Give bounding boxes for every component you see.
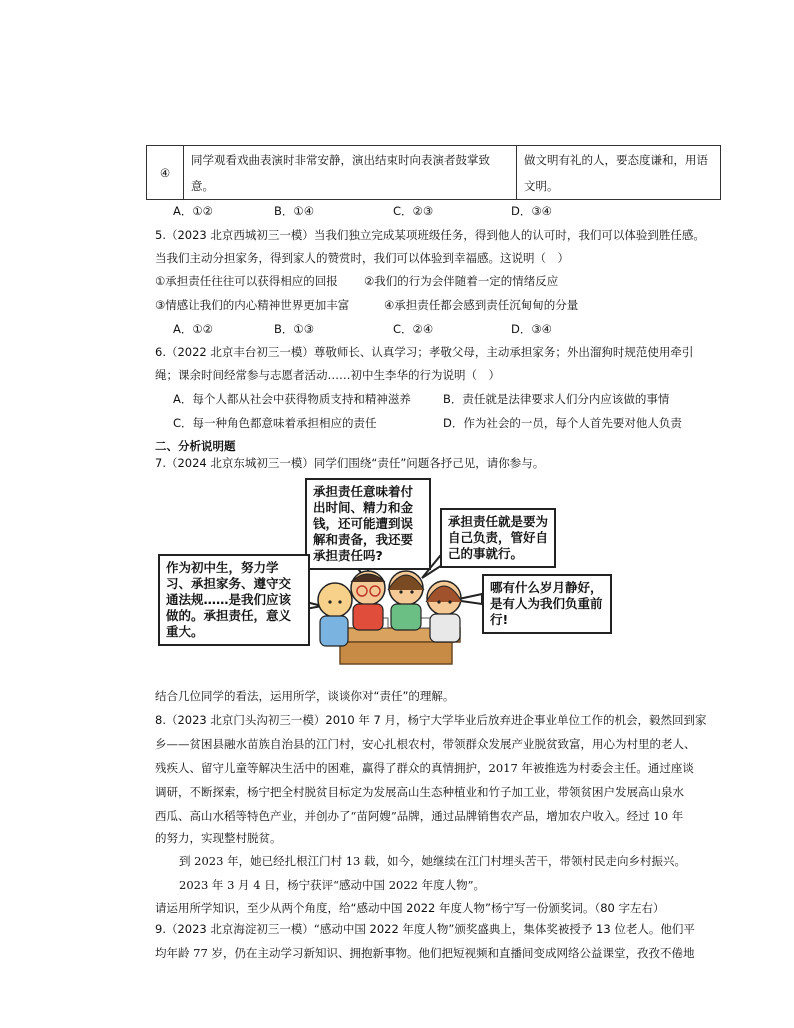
option-c: C．②④ xyxy=(393,322,434,336)
question-8-prompt: 请运用所学知识，至少从两个角度，给“感动中国 2022 年度人物”杨宁写一份颁奖词。（80 字左右） xyxy=(155,901,665,915)
speech-bubble-right-bottom: 哪有什么岁月静好，是有人为我们负重前行! xyxy=(482,574,612,634)
statement-1: ①承担责任往往可以获得相应的回报 xyxy=(155,274,338,288)
statement-4: ④承担责任都会感到责任沉甸甸的分量 xyxy=(384,298,579,312)
option-a: A．每个人都从社会中获得物质支持和精神滋养 xyxy=(173,392,411,406)
table-cell-line: 做文明有礼的人，要态度谦和，用语 xyxy=(524,152,708,167)
question-8-line: 2023 年 3 月 4 日，杨宁获评“感动中国 2022 年度人物”。 xyxy=(179,878,486,892)
option-a: A．①② xyxy=(173,204,213,218)
option-a: A．①② xyxy=(173,322,213,336)
option-d: D．③④ xyxy=(511,204,552,218)
discussion-illustration xyxy=(150,478,610,678)
option-c: C．②③ xyxy=(393,204,434,218)
question-8-line: 的努力，实现整村脱贫。 xyxy=(155,831,282,845)
option-c: C．每一种角色都意味着承担相应的责任 xyxy=(173,416,377,430)
question-6-stem: 6.（2022 北京丰台初三一模）尊敬师长、认真学习；孝敬父母，主动承担家务；外出溜狗时规范使用牵引 xyxy=(155,345,694,359)
statement-2: ②我们的行为会伴随着一定的情绪反应 xyxy=(364,274,559,288)
option-b: B．①③ xyxy=(274,322,315,336)
option-d: D．③④ xyxy=(511,322,552,336)
question-9-stem: 9.（2023 北京海淀初三一模）“感动中国 2022 年度人物”颁奖盛典上，集体奖被授予 13 位老人。他们平 xyxy=(155,922,695,936)
question-8-line: 调研，不断探索，杨宁把全村脱贫目标定为发展高山生态种植业和竹子加工业，带领贫困户发展高山泉水 xyxy=(155,785,684,799)
question-8-line: 8.（2023 北京门头沟初三一模）2010 年 7 月，杨宁大学毕业后放弃进企事业单位工作的机会，毅然回到家 xyxy=(155,713,707,727)
question-5-stem: 5.（2023 北京西城初三一模）当我们独立完成某项班级任务，得到他人的认可时，我们可以体验到胜任感。 xyxy=(155,228,705,242)
table-cell-line: 同学观看戏曲表演时非常安静，演出结束时向表演者鼓掌致 xyxy=(191,152,490,167)
speech-bubble-right-top: 承担责任就是要为自己负责，管好自己的事就行。 xyxy=(440,508,556,568)
question-7-prompt: 结合几位同学的看法，运用所学，谈谈你对“责任”的理解。 xyxy=(155,689,455,703)
section-heading: 二、分析说明题 xyxy=(155,439,236,453)
question-8-line: 西瓜、高山水稻等特色产业，并创办了“苗阿嫂”品牌，通过品牌销售农产品，增加农户收入。经过 10 年 xyxy=(155,809,684,823)
question-8-line: 乡——贫困县融水苗族自治县的江门村，安心扎根农村，带领群众发展产业脱贫致富，用心为村里的老人、 xyxy=(155,737,696,751)
question-8-line: 残疾人、留守儿童等解决生活中的困难，赢得了群众的真情拥护，2017 年被推选为村委会主任。通过座谈 xyxy=(155,761,694,775)
question-7-stem: 7.（2024 北京东城初三一模）同学们围绕“责任”问题各抒己见，请你参与。 xyxy=(155,456,545,470)
table-row-number: ④ xyxy=(147,146,184,200)
question-5-stem-cont: 当我们主动分担家务，得到家人的赞赏时，我们可以体验到幸福感。这说明（ ） xyxy=(155,251,569,265)
option-b: B．责任就是法律要求人们分内应该做的事情 xyxy=(443,392,670,406)
table-cell-line: 文明。 xyxy=(524,178,559,193)
table-cell-principle xyxy=(517,146,721,200)
table-cell-behavior xyxy=(184,146,517,200)
table-cell-line: 意。 xyxy=(191,178,214,193)
option-d: D．作为社会的一员，每个人首先要对他人负责 xyxy=(443,416,682,430)
comparison-table xyxy=(146,145,721,200)
statement-3: ③情感让我们的内心精神世界更加丰富 xyxy=(155,298,350,312)
table-row xyxy=(147,146,721,200)
question-9-stem-cont: 均年龄 77 岁，仍在主动学习新知识、拥抱新事物。他们把短视频和直播间变成网络公益课堂，孜孜不倦地 xyxy=(155,946,695,960)
question-6-stem-cont: 绳；课余时间经常参与志愿者活动……初中生李华的行为说明（ ） xyxy=(155,368,500,382)
speech-bubble-top: 承担责任意味着付出时间、精力和金钱，还可能遭到误解和责备，我还要承担责任吗? xyxy=(305,478,431,570)
option-b: B．①④ xyxy=(274,204,315,218)
question-8-line: 到 2023 年，她已经扎根江门村 13 载，如今，她继续在江门村埋头苦干，带领村民走向乡村振兴。 xyxy=(179,854,687,868)
speech-bubble-left: 作为初中生，努力学习、承担家务、遵守交通法规……是我们应该做的。承担责任，意义重大。 xyxy=(158,554,310,646)
